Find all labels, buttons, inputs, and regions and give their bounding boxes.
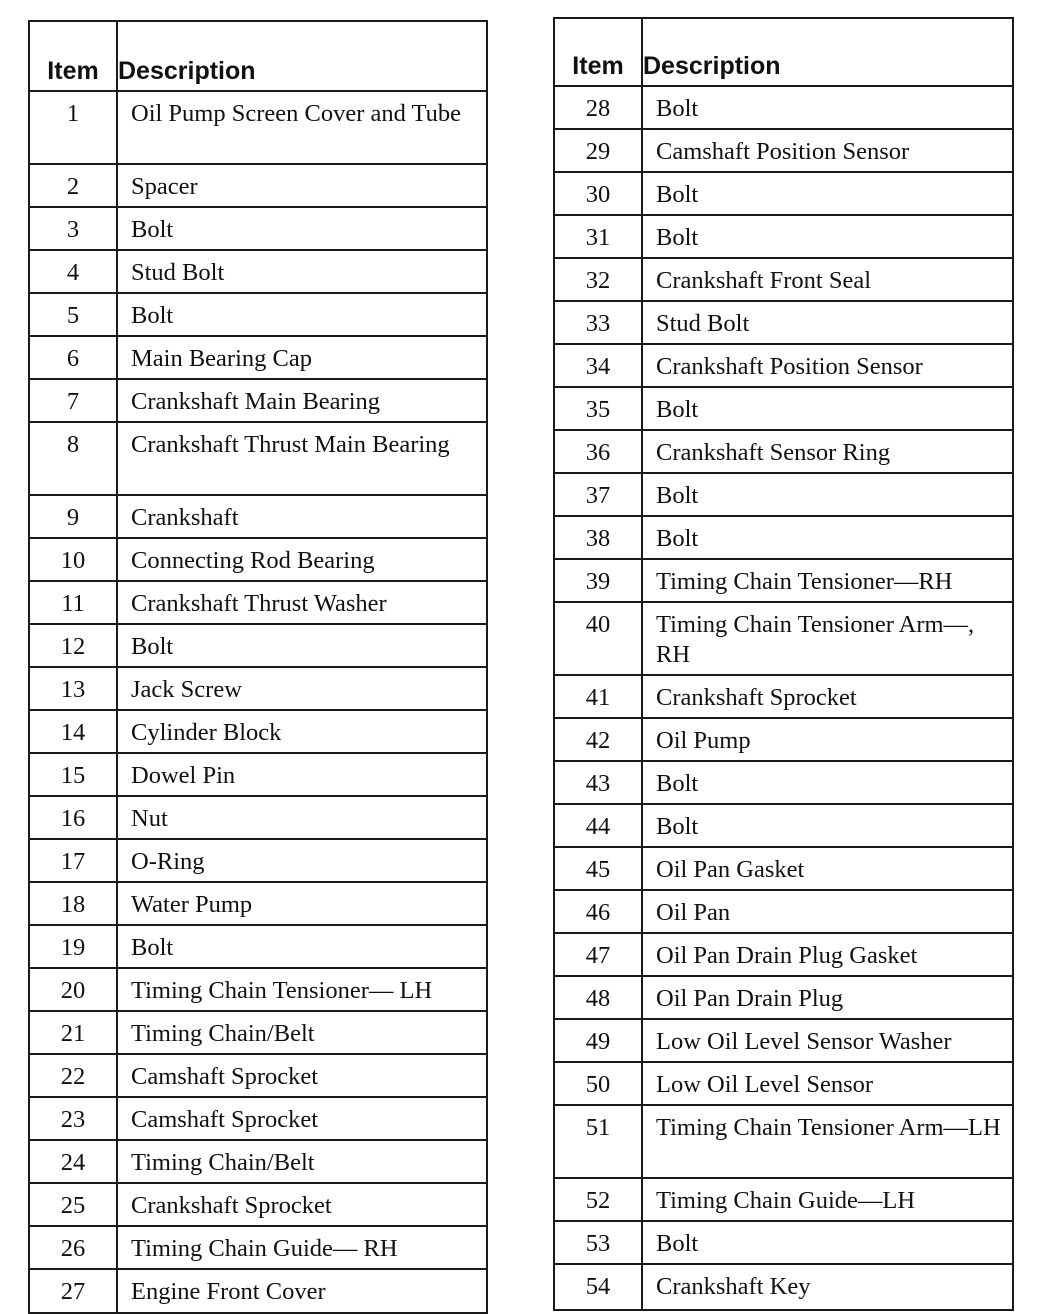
table-row bbox=[554, 215, 1013, 258]
table-row bbox=[554, 976, 1013, 1019]
item-number: 45 bbox=[554, 847, 642, 890]
table-row bbox=[29, 968, 487, 1011]
item-description: Camshaft Sprocket bbox=[117, 1054, 487, 1097]
item-number: 35 bbox=[554, 387, 642, 430]
item-number: 54 bbox=[554, 1264, 642, 1310]
table-row bbox=[554, 933, 1013, 976]
item-number: 36 bbox=[554, 430, 642, 473]
item-description: Crankshaft Sensor Ring bbox=[642, 430, 1013, 473]
table-row bbox=[554, 1062, 1013, 1105]
item-description: Bolt bbox=[642, 1221, 1013, 1264]
parts-table-left bbox=[28, 20, 488, 1314]
item-description: Connecting Rod Bearing bbox=[117, 538, 487, 581]
item-description: Timing Chain Tensioner Arm—, RH bbox=[642, 602, 1013, 675]
item-number: 24 bbox=[29, 1140, 117, 1183]
item-number: 43 bbox=[554, 761, 642, 804]
item-description: Timing Chain Tensioner Arm—LH bbox=[642, 1105, 1013, 1178]
table-row bbox=[554, 1019, 1013, 1062]
table-row bbox=[29, 1011, 487, 1054]
item-description: Crankshaft Thrust Main Bearing bbox=[117, 422, 487, 495]
item-description: Spacer bbox=[117, 164, 487, 207]
item-number: 6 bbox=[29, 336, 117, 379]
item-number: 11 bbox=[29, 581, 117, 624]
item-number: 20 bbox=[29, 968, 117, 1011]
item-number: 19 bbox=[29, 925, 117, 968]
description-column-header: Description bbox=[117, 21, 487, 91]
item-number: 47 bbox=[554, 933, 642, 976]
item-description: Timing Chain Tensioner— LH bbox=[117, 968, 487, 1011]
item-number: 26 bbox=[29, 1226, 117, 1269]
item-number: 38 bbox=[554, 516, 642, 559]
item-number: 17 bbox=[29, 839, 117, 882]
item-description: Camshaft Position Sensor bbox=[642, 129, 1013, 172]
table-row bbox=[554, 847, 1013, 890]
item-description: Timing Chain Tensioner—RH bbox=[642, 559, 1013, 602]
table-row bbox=[554, 344, 1013, 387]
item-number: 21 bbox=[29, 1011, 117, 1054]
table-row bbox=[29, 667, 487, 710]
table-row bbox=[554, 1264, 1013, 1310]
table-row bbox=[29, 925, 487, 968]
table-row bbox=[29, 624, 487, 667]
table-row bbox=[29, 538, 487, 581]
table-row bbox=[29, 207, 487, 250]
item-number: 5 bbox=[29, 293, 117, 336]
item-number: 25 bbox=[29, 1183, 117, 1226]
table-row bbox=[29, 379, 487, 422]
table-row bbox=[29, 495, 487, 538]
table-row bbox=[554, 718, 1013, 761]
table-row bbox=[29, 1226, 487, 1269]
item-number: 32 bbox=[554, 258, 642, 301]
item-number: 29 bbox=[554, 129, 642, 172]
table-row bbox=[554, 387, 1013, 430]
item-column-header: Item bbox=[554, 18, 642, 86]
item-number: 18 bbox=[29, 882, 117, 925]
table-row bbox=[29, 882, 487, 925]
item-number: 12 bbox=[29, 624, 117, 667]
item-column-header: Item bbox=[29, 21, 117, 91]
item-description: Timing Chain/Belt bbox=[117, 1011, 487, 1054]
item-description: Low Oil Level Sensor Washer bbox=[642, 1019, 1013, 1062]
item-description: Bolt bbox=[642, 761, 1013, 804]
table-row bbox=[554, 86, 1013, 129]
table-row bbox=[554, 890, 1013, 933]
item-number: 27 bbox=[29, 1269, 117, 1313]
item-description: Timing Chain/Belt bbox=[117, 1140, 487, 1183]
header-row bbox=[554, 18, 1013, 86]
item-number: 51 bbox=[554, 1105, 642, 1178]
item-number: 7 bbox=[29, 379, 117, 422]
table-row bbox=[554, 258, 1013, 301]
item-number: 8 bbox=[29, 422, 117, 495]
item-description: Bolt bbox=[117, 624, 487, 667]
item-description: Stud Bolt bbox=[117, 250, 487, 293]
item-number: 52 bbox=[554, 1178, 642, 1221]
item-number: 44 bbox=[554, 804, 642, 847]
item-number: 10 bbox=[29, 538, 117, 581]
item-description: Main Bearing Cap bbox=[117, 336, 487, 379]
item-number: 2 bbox=[29, 164, 117, 207]
table-row bbox=[554, 1105, 1013, 1178]
item-description: Crankshaft Sprocket bbox=[117, 1183, 487, 1226]
item-description: Crankshaft Front Seal bbox=[642, 258, 1013, 301]
table-row bbox=[29, 91, 487, 164]
item-description: Camshaft Sprocket bbox=[117, 1097, 487, 1140]
item-number: 28 bbox=[554, 86, 642, 129]
item-description: O-Ring bbox=[117, 839, 487, 882]
item-description: Oil Pump Screen Cover and Tube bbox=[117, 91, 487, 164]
item-number: 48 bbox=[554, 976, 642, 1019]
table-row bbox=[554, 301, 1013, 344]
item-description: Bolt bbox=[642, 86, 1013, 129]
table-row bbox=[554, 675, 1013, 718]
item-number: 46 bbox=[554, 890, 642, 933]
item-description: Oil Pump bbox=[642, 718, 1013, 761]
item-description: Stud Bolt bbox=[642, 301, 1013, 344]
item-number: 4 bbox=[29, 250, 117, 293]
item-description: Water Pump bbox=[117, 882, 487, 925]
item-description: Oil Pan Gasket bbox=[642, 847, 1013, 890]
item-description: Dowel Pin bbox=[117, 753, 487, 796]
table-row bbox=[554, 473, 1013, 516]
item-description: Bolt bbox=[642, 172, 1013, 215]
item-description: Bolt bbox=[642, 516, 1013, 559]
item-number: 49 bbox=[554, 1019, 642, 1062]
item-number: 34 bbox=[554, 344, 642, 387]
item-description: Jack Screw bbox=[117, 667, 487, 710]
item-description: Bolt bbox=[117, 925, 487, 968]
table-row bbox=[29, 1054, 487, 1097]
table-row bbox=[29, 336, 487, 379]
item-number: 9 bbox=[29, 495, 117, 538]
table-row bbox=[29, 796, 487, 839]
table-row bbox=[29, 710, 487, 753]
table-row bbox=[554, 516, 1013, 559]
item-number: 37 bbox=[554, 473, 642, 516]
item-number: 42 bbox=[554, 718, 642, 761]
item-number: 3 bbox=[29, 207, 117, 250]
table-row bbox=[29, 250, 487, 293]
item-description: Bolt bbox=[642, 387, 1013, 430]
table-row bbox=[554, 602, 1013, 675]
item-description: Bolt bbox=[642, 215, 1013, 258]
table-row bbox=[29, 581, 487, 624]
table-row bbox=[554, 172, 1013, 215]
item-description: Timing Chain Guide—LH bbox=[642, 1178, 1013, 1221]
item-number: 16 bbox=[29, 796, 117, 839]
item-number: 50 bbox=[554, 1062, 642, 1105]
item-description: Bolt bbox=[117, 293, 487, 336]
item-description: Bolt bbox=[117, 207, 487, 250]
item-description: Low Oil Level Sensor bbox=[642, 1062, 1013, 1105]
item-number: 14 bbox=[29, 710, 117, 753]
description-column-header: Description bbox=[642, 18, 1013, 86]
table-row bbox=[29, 1140, 487, 1183]
item-number: 31 bbox=[554, 215, 642, 258]
table-row bbox=[554, 559, 1013, 602]
table-row bbox=[29, 1183, 487, 1226]
item-number: 53 bbox=[554, 1221, 642, 1264]
item-number: 23 bbox=[29, 1097, 117, 1140]
table-row bbox=[29, 753, 487, 796]
item-description: Bolt bbox=[642, 804, 1013, 847]
item-description: Crankshaft Sprocket bbox=[642, 675, 1013, 718]
table-row bbox=[29, 293, 487, 336]
table-row bbox=[554, 1178, 1013, 1221]
table-row bbox=[554, 430, 1013, 473]
item-description: Crankshaft Key bbox=[642, 1264, 1013, 1310]
header-row bbox=[29, 21, 487, 91]
item-number: 41 bbox=[554, 675, 642, 718]
item-description: Cylinder Block bbox=[117, 710, 487, 753]
table-row bbox=[554, 761, 1013, 804]
table-row bbox=[554, 1221, 1013, 1264]
item-description: Bolt bbox=[642, 473, 1013, 516]
table-row bbox=[554, 804, 1013, 847]
item-description: Engine Front Cover bbox=[117, 1269, 487, 1313]
item-number: 22 bbox=[29, 1054, 117, 1097]
table-row bbox=[29, 1269, 487, 1313]
item-number: 13 bbox=[29, 667, 117, 710]
item-description: Oil Pan bbox=[642, 890, 1013, 933]
item-description: Crankshaft Main Bearing bbox=[117, 379, 487, 422]
item-description: Oil Pan Drain Plug Gasket bbox=[642, 933, 1013, 976]
item-description: Oil Pan Drain Plug bbox=[642, 976, 1013, 1019]
table-row bbox=[29, 839, 487, 882]
table-row bbox=[29, 1097, 487, 1140]
item-number: 1 bbox=[29, 91, 117, 164]
item-number: 39 bbox=[554, 559, 642, 602]
item-number: 40 bbox=[554, 602, 642, 675]
item-description: Timing Chain Guide— RH bbox=[117, 1226, 487, 1269]
table-row bbox=[29, 164, 487, 207]
item-number: 30 bbox=[554, 172, 642, 215]
item-number: 33 bbox=[554, 301, 642, 344]
table-row bbox=[29, 422, 487, 495]
item-description: Nut bbox=[117, 796, 487, 839]
table-row bbox=[554, 129, 1013, 172]
parts-table-right bbox=[553, 17, 1014, 1311]
item-description: Crankshaft Position Sensor bbox=[642, 344, 1013, 387]
item-number: 15 bbox=[29, 753, 117, 796]
item-description: Crankshaft bbox=[117, 495, 487, 538]
item-description: Crankshaft Thrust Washer bbox=[117, 581, 487, 624]
